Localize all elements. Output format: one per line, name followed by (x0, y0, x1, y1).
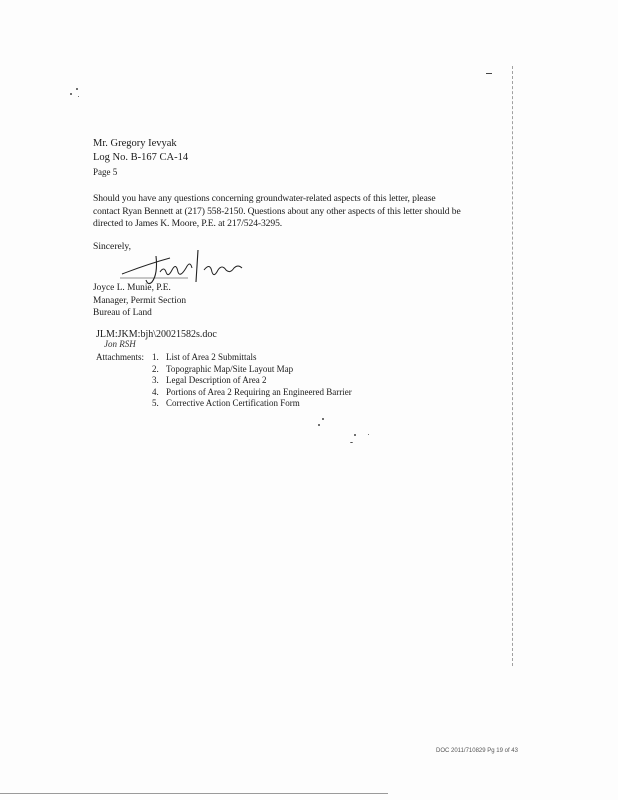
log-number: Log No. B-167 CA-14 (93, 152, 189, 163)
scan-bottom-line (0, 793, 388, 794)
closing-salutation: Sincerely, (93, 241, 132, 252)
signer-title: Manager, Permit Section (93, 295, 187, 306)
attachment-number: 2. (152, 363, 159, 374)
list-item (152, 387, 352, 399)
signature-block (93, 282, 186, 320)
attachment-text: Topographic Map/Site Layout Map (166, 363, 294, 374)
handwritten-initials: Jon RSH (104, 339, 136, 349)
page-number: Page 5 (93, 167, 118, 177)
letter-header (93, 137, 188, 179)
scan-speck (76, 88, 78, 90)
scan-speck (368, 434, 369, 435)
list-item (152, 398, 352, 410)
document-stamp: DOC 2011/710829 Pg 19 of 43 (436, 748, 518, 754)
attachment-text: List of Area 2 Submittals (166, 352, 257, 362)
scan-speck (318, 424, 320, 426)
attachment-number: 5. (152, 398, 159, 408)
attachment-number: 3. (152, 375, 159, 385)
attachment-text: Corrective Action Certification Form (166, 398, 300, 408)
attachments-list (152, 352, 352, 410)
attachment-text: Portions of Area 2 Requiring an Engineered Barrier (166, 386, 352, 397)
body-paragraph: Should you have any questions concerning groundwater-related aspects of this letter, please contact Ryan Bennett at (217) 558-2150. Questions about any other aspects of this letter should be directed to James K. Moore, P.E. at 217/524-3295. (93, 193, 461, 229)
scan-speck (78, 96, 79, 97)
reference-initials: JLM:JKM:bjh\20021582s.doc (96, 329, 217, 340)
attachment-number: 4. (152, 386, 159, 397)
scan-speck (486, 73, 492, 74)
scan-speck (350, 442, 353, 443)
list-item (152, 352, 352, 364)
list-item (152, 364, 352, 376)
list-item (152, 375, 352, 387)
signer-name: Joyce L. Munie, P.E. (93, 283, 171, 293)
attachment-text: Legal Description of Area 2 (166, 375, 267, 385)
scan-speck (354, 434, 356, 436)
scan-speck (322, 418, 324, 420)
signer-bureau: Bureau of Land (93, 308, 152, 318)
scan-speck (70, 93, 72, 95)
recipient-line: Mr. Gregory Ievyak (93, 138, 177, 149)
scan-edge-line (512, 66, 514, 666)
attachments-label: Attachments: (96, 352, 144, 362)
attachment-number: 1. (152, 352, 159, 362)
